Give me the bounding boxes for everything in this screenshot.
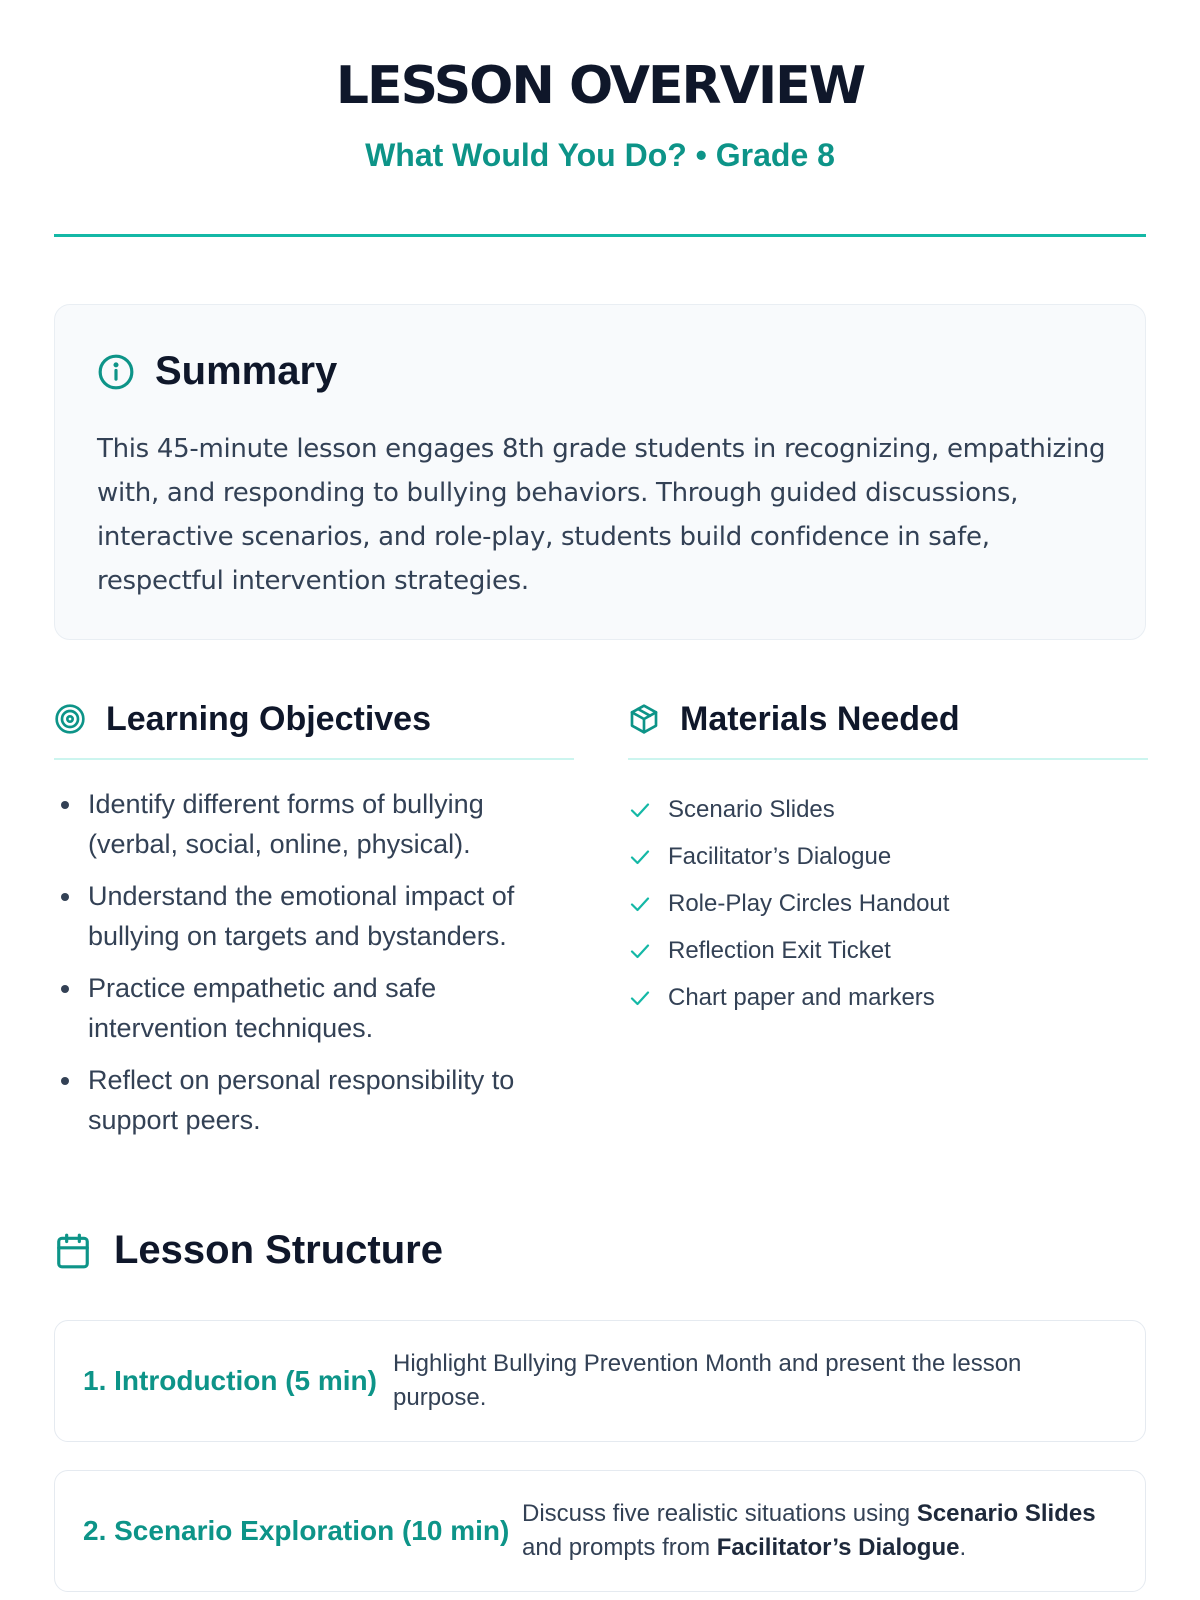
objectives-list [54, 784, 574, 1140]
objective-item [54, 784, 574, 864]
material-item [628, 880, 1148, 927]
check-icon [628, 798, 652, 822]
check-icon [628, 939, 652, 963]
material-item [628, 833, 1148, 880]
step-description [393, 1347, 1073, 1415]
check-icon [628, 986, 652, 1010]
bullet-icon [61, 1077, 69, 1085]
material-reference: Scenario Slides [916, 1500, 1096, 1527]
objectives-divider [54, 758, 574, 760]
summary-header [97, 349, 337, 394]
objective-text: Identify different forms of bullying (verbal, social, online, physical). [88, 789, 484, 859]
summary-title: Summary [155, 349, 338, 393]
lesson-structure-header [54, 1228, 443, 1273]
learning-objectives-section [54, 694, 574, 1152]
material-item [628, 786, 1148, 833]
structure-step-scenario-exploration [54, 1470, 1146, 1592]
bullet-icon [61, 985, 69, 993]
package-icon [628, 703, 660, 735]
objective-text: Understand the emotional impact of bullying on targets and bystanders. [88, 881, 515, 951]
objective-text: Reflect on personal responsibility to support peers. [88, 1065, 515, 1135]
calendar-icon [54, 1232, 92, 1270]
objectives-title: Learning Objectives [106, 699, 431, 738]
materials-header [628, 694, 1148, 744]
bullet-icon [61, 801, 69, 809]
material-text: Role-Play Circles Handout [668, 889, 950, 917]
check-icon [628, 892, 652, 916]
material-text: Chart paper and markers [668, 983, 935, 1011]
material-reference: Facilitator’s Dialogue [716, 1534, 960, 1561]
page-title: LESSON OVERVIEW [335, 56, 865, 116]
lesson-structure-title: Lesson Structure [114, 1228, 443, 1272]
material-item [628, 974, 1148, 1021]
materials-divider [628, 758, 1148, 760]
step-desc-text: . [959, 1534, 967, 1561]
materials-title: Materials Needed [680, 699, 960, 738]
objective-item [54, 1060, 574, 1140]
step-label: 2. Scenario Exploration (10 min) [83, 1515, 510, 1546]
step-desc-text: and prompts from [522, 1534, 717, 1561]
structure-step-introduction [54, 1320, 1146, 1442]
summary-text: This 45-minute lesson engages 8th grade students in recognizing, empathizing with, and responding to bullying behaviors. Through guided discussions, interactive scenarios, and role-play, students build confidence in safe, respectful intervention strategies. [97, 434, 1106, 596]
check-icon [628, 845, 652, 869]
objectives-header [54, 694, 574, 744]
step-label: 1. Introduction (5 min) [83, 1365, 377, 1396]
step-desc-text: Discuss five realistic situations using [522, 1500, 917, 1527]
materials-section [628, 694, 1148, 1021]
objective-item [54, 876, 574, 956]
step-desc-text: Highlight Bullying Prevention Month and present the lesson purpose. [393, 1350, 1022, 1411]
page-subtitle: What Would You Do? • Grade 8 [365, 137, 835, 173]
step-description [522, 1497, 1122, 1565]
summary-card [54, 304, 1146, 640]
materials-list [628, 786, 1148, 1021]
objective-text: Practice empathetic and safe intervention techniques. [88, 973, 437, 1043]
header-divider [54, 234, 1146, 237]
material-text: Scenario Slides [668, 795, 835, 823]
objective-item [54, 968, 574, 1048]
material-text: Reflection Exit Ticket [668, 936, 891, 964]
target-icon [54, 703, 86, 735]
info-icon [97, 353, 135, 391]
material-text: Facilitator’s Dialogue [668, 842, 892, 870]
material-item [628, 927, 1148, 974]
bullet-icon [61, 893, 69, 901]
